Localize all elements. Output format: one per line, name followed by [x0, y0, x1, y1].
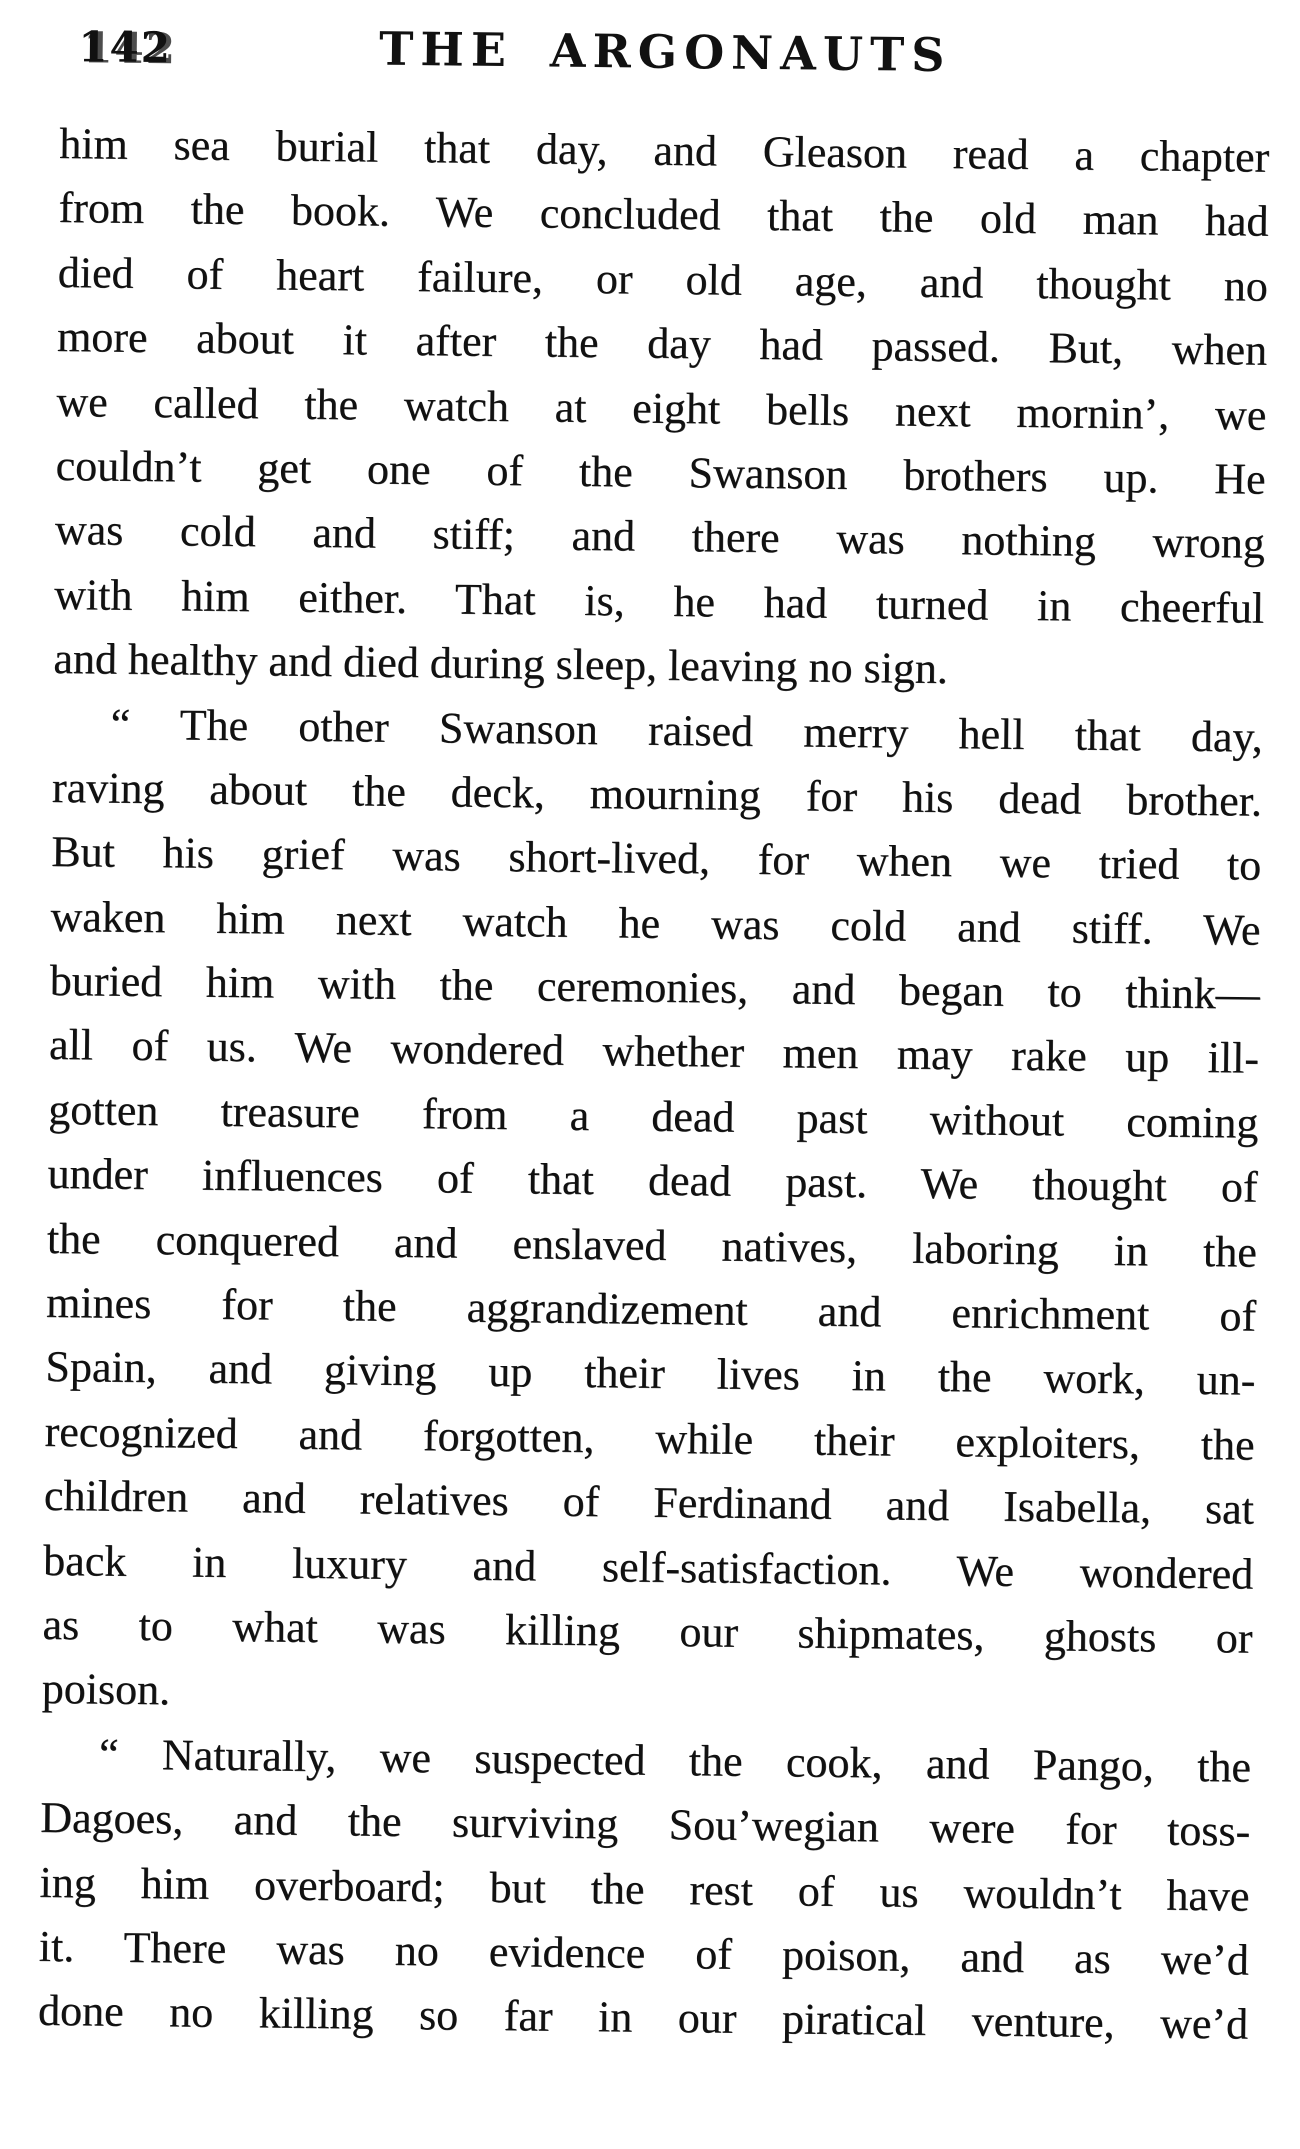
text-line: back in luxury and self-satisfaction. We wondered [42, 1535, 1254, 1599]
text-line: children and relatives of Ferdinand and Isabella, sat [43, 1471, 1255, 1534]
text-line: mines for the aggrandizement and enrichment of [45, 1277, 1257, 1341]
text-line: “ Naturally, we suspected the cook, and Pango, the [98, 1729, 1252, 1792]
text-line: But his grief was short-lived, for when we tried to [50, 827, 1262, 890]
text-line: more about it after the day had passed. But, when [56, 312, 1268, 375]
page-header [60, 18, 1271, 92]
text-line: the conquered and enslaved natives, laboring in the [46, 1213, 1258, 1277]
text-line: raving about the deck, mourning for his dead brother. [51, 762, 1263, 826]
text-line: poison. [41, 1664, 171, 1715]
text-line: under influences of that dead past. We thought of [47, 1149, 1258, 1212]
text-line: done no killing so far in our piratical venture, we’d [37, 1986, 1249, 2049]
text-line: died of heart failure, or old age, and thought no [57, 247, 1269, 311]
text-line: buried him with the ceremonies, and began to think— [49, 956, 1260, 1019]
text-line: it. There was no evidence of poison, and as we’d [38, 1921, 1250, 1985]
text-line: with him either. That is, he had turned in cheerful [53, 569, 1265, 633]
text-line: as to what was killing our shipmates, ghosts or [42, 1599, 1253, 1663]
text-line: we called the watch at eight bells next mornin’, we [56, 376, 1267, 440]
text-line: gotten treasure from a dead past without coming [48, 1084, 1259, 1148]
text-line: and healthy and died during sleep, leaving no sign. [53, 634, 949, 694]
page-number: 142 [78, 22, 173, 73]
text-line: from the book. We concluded that the old man had [58, 183, 1269, 247]
text-line: ing him overboard; but the rest of us wouldn’t have [39, 1857, 1250, 1921]
text-line: Dagoes, and the surviving Sou’wegian were for toss- [40, 1793, 1251, 1856]
text-line: all of us. We wondered whether men may rake up ill- [48, 1020, 1260, 1084]
text-line: him sea burial that day, and Gleason read a chapter [59, 118, 1270, 182]
text-line: “ The other Swanson raised merry hell that day, [110, 699, 1263, 762]
running-title: THE ARGONAUTS [378, 21, 952, 83]
text-line: was cold and stiff; and there was nothing wrong [54, 505, 1266, 569]
text-line: waken him next watch he was cold and stiff. We [50, 891, 1261, 955]
text-line: recognized and forgotten, while their exploiters, the [44, 1406, 1255, 1470]
text-line: couldn’t get one of the Swanson brothers up. He [55, 440, 1266, 504]
body-text [38, 112, 1270, 2057]
text-line: Spain, and giving up their lives in the work, un- [45, 1342, 1256, 1406]
